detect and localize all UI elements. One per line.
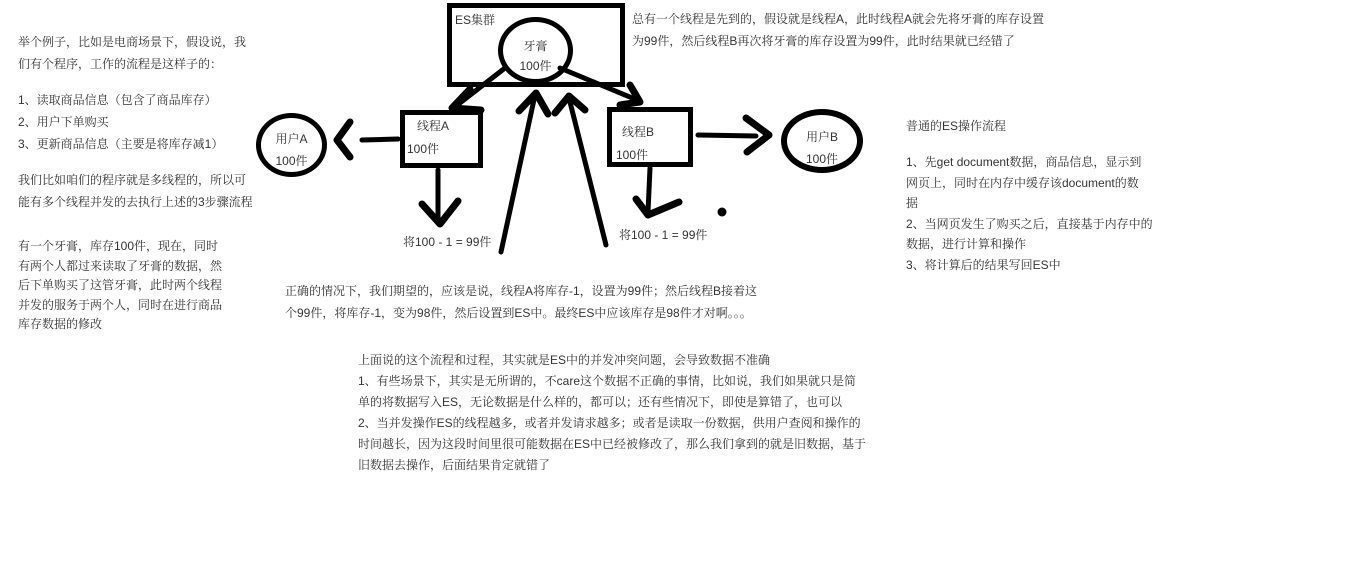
user-b-stock: 100件 bbox=[805, 152, 839, 166]
arrow-thread-a-to-user-a bbox=[362, 139, 398, 140]
ink-dot bbox=[718, 208, 727, 217]
text-line: 数据，进行计算和操作 bbox=[906, 237, 1027, 251]
text-line: 据 bbox=[906, 196, 919, 210]
thread-b-name: 线程B bbox=[622, 125, 655, 139]
text-line: 能有多个线程并发的去执行上述的3步骤流程 bbox=[18, 195, 253, 209]
text-line: 并发的服务于两个人，同时在进行商品 bbox=[18, 297, 223, 312]
intro-paragraph bbox=[18, 31, 246, 75]
text-line: 1、有些场景下，其实是无所谓的，不care这个数据不正确的事情，比如说，我们如果就只是简 bbox=[358, 374, 857, 388]
thread-a-stock: 100件 bbox=[407, 142, 440, 156]
text-line: 单的将数据写入ES，无论数据是什么样的，都可以；还有些情况下，即使是算错了，也可以 bbox=[358, 395, 843, 409]
workflow-steps-list bbox=[18, 89, 223, 155]
text-line: 正确的情况下，我们期望的，应该是说，线程A将库存-1，设置为99件；然后线程B接着这 bbox=[285, 284, 758, 298]
multithread-paragraph bbox=[18, 169, 253, 213]
arrowhead-thread-a-to-user-a bbox=[337, 122, 350, 157]
text-line: 1、先get document数据，商品信息，显示到 bbox=[906, 155, 1142, 169]
thread-a-name: 线程A bbox=[417, 119, 450, 133]
user-b-name: 用户B bbox=[805, 130, 838, 144]
text-line: 库存数据的修改 bbox=[18, 317, 103, 331]
text-line: 举个例子，比如是电商场景下，假设说，我 bbox=[18, 35, 247, 49]
toothpaste-item-name: 牙膏 bbox=[523, 39, 548, 53]
user-a-stock: 100件 bbox=[275, 154, 308, 168]
arrowhead-thread-b-down bbox=[636, 199, 679, 215]
text-line: 2、当并发操作ES的线程越多，或者并发请求越多；或者是读取一份数据，供用户查阅和操作的 bbox=[358, 416, 861, 430]
toothpaste-scenario-paragraph bbox=[18, 237, 222, 335]
toothpaste-item-stock: 100件 bbox=[519, 59, 552, 73]
thread-b-calc-label: 将100 - 1 = 99件 bbox=[619, 228, 708, 242]
text-line: 时间越长，因为这段时间里很可能数据在ES中已经被修改了，那么我们拿到的就是旧数据，基于 bbox=[358, 437, 867, 451]
text-line: 旧数据去操作，后面结果肯定就错了 bbox=[358, 458, 551, 472]
arrowhead-write-b-to-es bbox=[555, 96, 585, 113]
es-flow-title: 普通的ES操作流程 bbox=[906, 119, 1007, 133]
user-a-name: 用户A bbox=[275, 132, 308, 146]
text-line: 上面说的这个流程和过程，其实就是ES中的并发冲突问题，会导致数据不准确 bbox=[358, 353, 771, 367]
arrowhead-es-to-thread-b bbox=[620, 85, 640, 105]
text-line: 2、当网页发生了购买之后，直接基于内存中的 bbox=[906, 216, 1153, 231]
text-line: 我们比如咱们的程序就是多线程的，所以可 bbox=[18, 173, 247, 187]
es-flow-steps-list bbox=[906, 152, 1153, 275]
arrow-thread-b-to-user-b bbox=[698, 135, 756, 136]
text-line: 网页上，同时在内存中缓存该document的数 bbox=[906, 175, 1139, 190]
text-line: 总有一个线程是先到的，假设就是线程A，此时线程A就会先将牙膏的库存设置 bbox=[632, 12, 1045, 26]
text-line: 3、更新商品信息（主要是将库存减1） bbox=[18, 137, 224, 151]
text-line: 有一个牙膏，库存100件，现在，同时 bbox=[18, 239, 219, 253]
text-line: 们有个程序，工作的流程是这样子的： bbox=[18, 57, 223, 71]
thread-b-stock: 100件 bbox=[616, 148, 649, 162]
text-line: 1、读取商品信息（包含了商品库存） bbox=[18, 93, 217, 107]
race-condition-note bbox=[632, 8, 1044, 52]
arrow-write-b-to-es bbox=[569, 98, 606, 245]
concurrency-conflict-note bbox=[358, 350, 866, 476]
arrow-write-a-to-es bbox=[501, 95, 535, 252]
arrowhead-thread-b-to-user-b bbox=[746, 118, 769, 152]
arrowhead-es-to-thread-a bbox=[452, 89, 481, 110]
text-line: 有两个人都过来读取了牙膏的数据，然 bbox=[18, 258, 223, 273]
arrow-thread-b-down bbox=[648, 168, 650, 212]
thread-a-calc-label: 将100 - 1 = 99件 bbox=[403, 235, 492, 249]
text-line: 个99件，将库存-1，变为98件，然后设置到ES中。最终ES中应该库存是98件才对啊。。。 bbox=[285, 306, 752, 320]
arrowhead-thread-a-down bbox=[422, 201, 458, 224]
text-line: 2、用户下单购买 bbox=[18, 115, 109, 129]
expected-result-note bbox=[285, 280, 757, 324]
arrowhead-write-a-to-es bbox=[519, 93, 548, 114]
es-cluster-label: ES集群 bbox=[455, 13, 496, 27]
text-line: 3、将计算后的结果写回ES中 bbox=[906, 257, 1061, 272]
text-line: 后下单购买了这管牙膏，此时两个线程 bbox=[18, 278, 223, 292]
text-line: 为99件，然后线程B再次将牙膏的库存设置为99件，此时结果就已经错了 bbox=[632, 34, 1015, 48]
